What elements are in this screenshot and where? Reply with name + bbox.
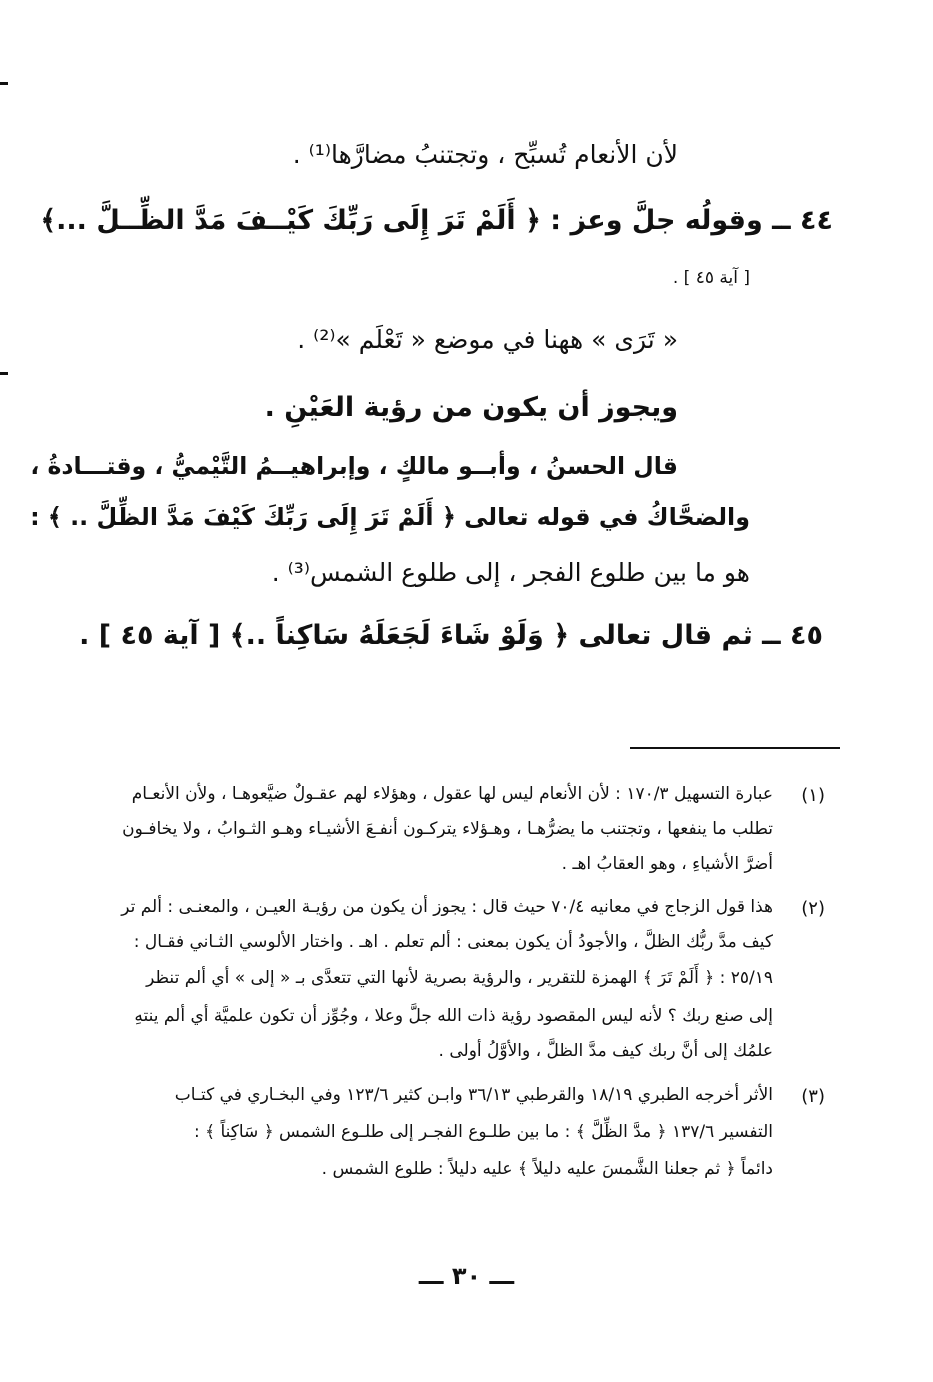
footnote-line: التفسير ١٣٧/٦ ﴿ مدَّ الظِّلَّ ﴾ : ما بين طلـوع الفجـر إلى طلـوع الشمس ﴿ سَاكِناً ﴾ : [193,1122,773,1142]
footnote-number: (٣) [801,1086,825,1107]
page-number: ـــ ٣٠ ـــ [418,1262,515,1290]
footnote-line: أضرَّ الأشياءِ ، وهو العقابُ اهـ . [561,854,773,874]
footnote-line: ٢٥/١٩ : ﴿ أَلَمْ تَرَ ﴾ الهمزة للتقرير ، والرؤية بصرية لأنها التي تتعدَّى بـ « إلى » أي ألم تنظر [146,968,773,988]
footnote-separator [630,747,840,749]
footnote-line: كيف مدَّ ربُّك الظلَّ ، والأجودُ أن يكون بمعنى : ألم تعلم . اهـ . واختار الألوسي الثـاني فقـال : [133,932,773,952]
scan-edge-mark [0,372,8,375]
body-line: لأن الأنعام تُسبِّح ، وتجتنبُ مضارَّها⁽¹⁾ . [292,140,678,169]
footnote-line: تطلب ما ينفعها ، وتجتنب ما يضرُّهـا ، وهـؤلاء يتركـون أنفـعَ الأشيـاء وهـو الثـوابُ ، ولا يخافـون [122,819,773,839]
body-line-verse-45: ٤٥ ــ ثم قال تعالى ﴿ وَلَوْ شَاءَ لَجَعَلَهُ سَاكِناً ..﴾ [ آية ٤٥ ] . [79,620,823,651]
body-line: والضحَّاكُ في قوله تعالى ﴿ أَلَمْ تَرَ إِلَى رَبِّكَ كَيْفَ مَدَّ الظِّلَّ .. ﴾ : [30,503,750,531]
scan-edge-mark [0,82,8,85]
footnote-number: (١) [801,785,825,806]
body-line: « تَرَى » ههنا في موضع « تَعْلَم »⁽²⁾ . [297,325,678,354]
body-line: هو ما بين طلوع الفجر ، إلى طلوع الشمس⁽³⁾ . [271,558,750,587]
body-line-verse-44: ٤٤ ــ وقولُه جلَّ وعز : ﴿ أَلَمْ تَرَ إِلَى رَبِّكَ كَيْــفَ مَدَّ الظِّــلَّ ...﴾ [40,205,833,236]
verse-reference: [ آية ٤٥ ] . [672,268,750,288]
footnote-number: (٢) [801,898,825,919]
body-line: قال الحسنُ ، وأبــو مالكٍ ، وإبراهيــمُ التَّيْميُّ ، وقتـــادةُ ، [30,452,678,480]
footnote-line: علمُك إلى أنَّ ربك كيف مدَّ الظلَّ ، والأوَّلُ أولى . [438,1041,773,1061]
body-line: ويجوز أن يكون من رؤية العَيْنِ . [264,392,678,423]
footnote-line: دائماً ﴿ ثم جعلنا الشَّمسَ عليه دليلاً ﴾ عليه دليلاً : طلوع الشمس . [321,1159,773,1179]
footnote-line: عبارة التسهيل ١٧٠/٣ : لأن الأنعام ليس لها عقول ، وهؤلاء لهم عقـولٌ ضيَّعوهـا ، ولأن الأنعـام [131,784,773,804]
footnote-line: الأثر أخرجه الطبري ١٨/١٩ والقرطبي ٣٦/١٣ وابـن كثير ١٢٣/٦ وفي البخـاري في كتـاب [174,1085,773,1105]
footnote-line: هذا قول الزجاج في معانيه ٧٠/٤ حيث قال : يجوز أن يكون من رؤيـة العيـن ، والمعنـى : ألم تر [121,897,773,917]
footnote-line: إلى صنع ربك ؟ لأنه ليس المقصود رؤية ذات الله جلَّ وعلا ، وجُوِّز أن تكون علميَّة أي ألم ينتهِ [134,1006,773,1026]
